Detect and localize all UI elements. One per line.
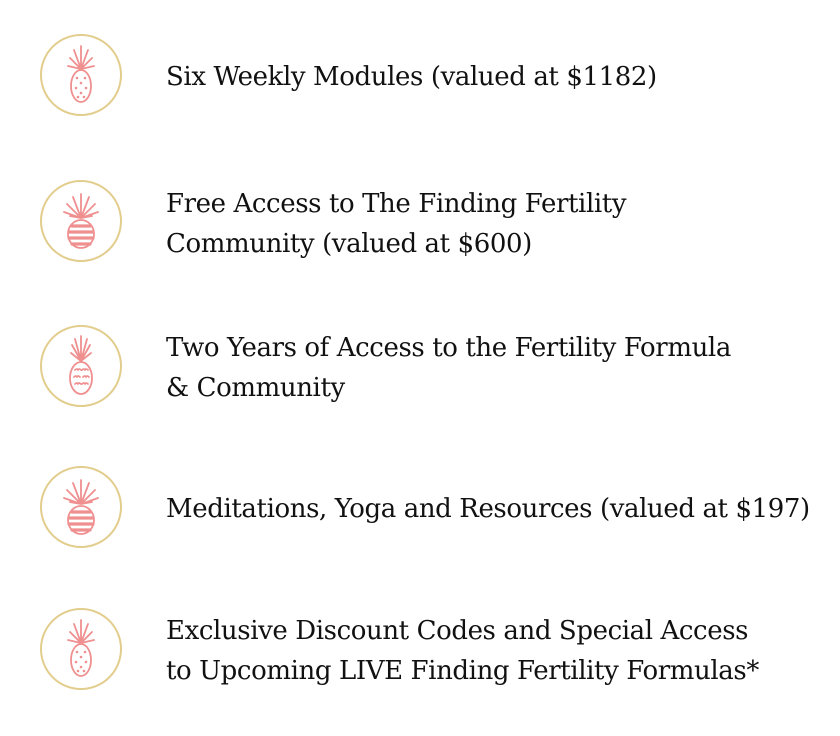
benefit-text-3 [166, 328, 826, 408]
benefit-line: Two Years of Access to the Fertility Formula [166, 333, 731, 363]
benefit-line: & Community [166, 373, 345, 403]
benefit-line: Exclusive Discount Codes and Special Access [166, 616, 749, 646]
pineapple-hearts-icon [40, 325, 122, 407]
benefit-text-1 [166, 57, 826, 97]
benefit-text-5 [166, 611, 826, 691]
pineapple-striped-icon [40, 466, 122, 548]
benefit-text-2 [166, 184, 826, 264]
benefit-line: Community (valued at $600) [166, 229, 532, 259]
pineapple-dotted-icon [40, 34, 122, 116]
benefit-line: Six Weekly Modules (valued at $1182) [166, 62, 657, 92]
benefit-line: to Upcoming LIVE Finding Fertility Formulas* [166, 656, 759, 686]
pineapple-dotted-icon [40, 608, 122, 690]
benefit-line: Meditations, Yoga and Resources (valued at $197) [166, 494, 810, 524]
benefit-text-4 [166, 489, 826, 529]
pineapple-striped-icon [40, 180, 122, 262]
benefit-line: Free Access to The Finding Fertility [166, 189, 627, 219]
